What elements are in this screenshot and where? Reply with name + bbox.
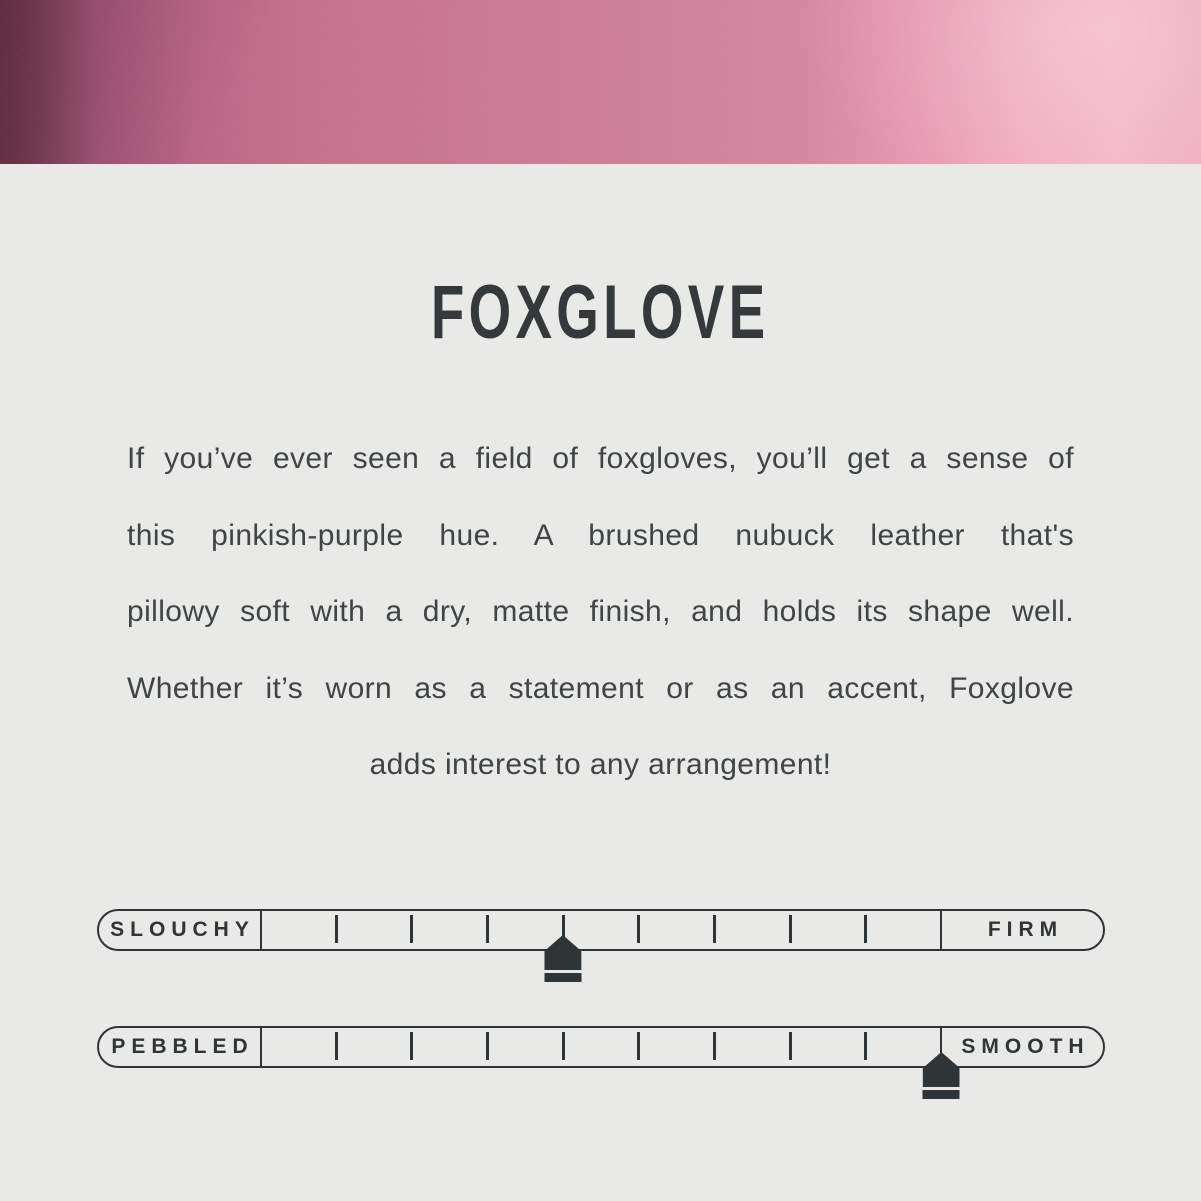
scale-marker-slouchy-firm: [544, 935, 581, 982]
scale-tick-area: [262, 1028, 940, 1066]
description-line: If you’ve ever seen a field of foxgloves, you’ll get a sense of: [127, 442, 1074, 475]
tick-mark: [335, 915, 338, 943]
pebbled-smooth-scale: [97, 1026, 1105, 1068]
page-title: FOXGLOVE: [431, 270, 770, 355]
tick-mark: [486, 1032, 489, 1060]
scale-label-firm: FIRM: [940, 911, 1103, 949]
scale-label-pebbled: PEBBLED: [99, 1028, 262, 1066]
marker-base-bar: [923, 1090, 960, 1099]
tick-mark: [789, 915, 792, 943]
tick-mark: [335, 1032, 338, 1060]
tick-mark: [713, 915, 716, 943]
page-title-wrap: [0, 270, 1201, 355]
scale-label-smooth: SMOOTH: [940, 1028, 1103, 1066]
description-line: Whether it’s worn as a statement or as an accent, Foxglove: [127, 671, 1074, 705]
description-paragraph: [127, 421, 1074, 804]
tick-mark: [637, 915, 640, 943]
scale-label-slouchy: SLOUCHY: [99, 911, 262, 949]
tick-mark: [486, 915, 489, 943]
tick-mark: [713, 1032, 716, 1060]
slouchy-firm-scale: [97, 909, 1105, 951]
description-line: this pinkish-purple hue. A brushed nubuck leather that's: [127, 518, 1074, 552]
marker-pointer-icon: [544, 935, 581, 970]
leather-grain-texture: [0, 0, 1201, 164]
tick-mark: [864, 1032, 867, 1060]
tick-mark: [410, 915, 413, 943]
description-line: pillowy soft with a dry, matte finish, and holds its shape well.: [127, 595, 1074, 628]
scale-marker-pebbled-smooth: [923, 1052, 960, 1099]
tick-mark: [637, 1032, 640, 1060]
description-line: adds interest to any arrangement!: [369, 748, 832, 781]
tick-mark: [864, 915, 867, 943]
marker-pointer-icon: [923, 1052, 960, 1087]
marker-base-bar: [544, 973, 581, 982]
tick-mark: [789, 1032, 792, 1060]
hero-leather-swatch-image: [0, 0, 1201, 164]
tick-mark: [410, 1032, 413, 1060]
tick-mark: [562, 1032, 565, 1060]
scale-tick-area: [262, 911, 940, 949]
